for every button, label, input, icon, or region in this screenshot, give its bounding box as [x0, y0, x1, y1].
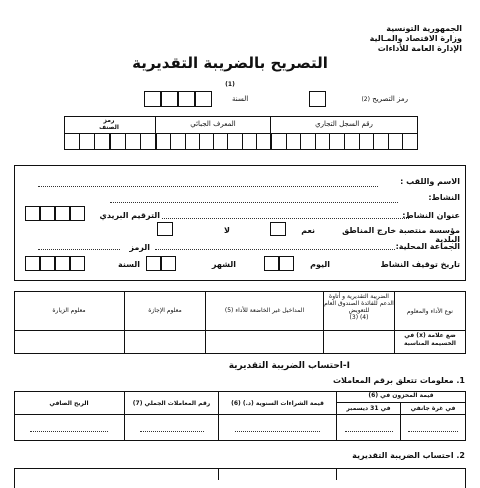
- row-mark-instruction: [395, 332, 465, 348]
- col-tax-estimated-l2: الدعم للفائدة الصندوق العام: [324, 300, 394, 307]
- code-note: (2): [361, 96, 370, 103]
- stop-month-label: الشهر: [211, 260, 236, 269]
- purchases-note2: (6): [231, 400, 241, 407]
- col-tax-estimated-l4: (4) (3): [349, 314, 369, 321]
- stock-header: [337, 392, 465, 399]
- col-category-code-l2: الصنف: [99, 124, 119, 131]
- purchases-text: قيمة الشراءات السنوية: [255, 400, 324, 407]
- name-field[interactable]: [38, 186, 378, 187]
- purchases-field[interactable]: [235, 431, 320, 432]
- calc-table-div: [336, 468, 337, 480]
- postal-box-3[interactable]: [55, 206, 70, 221]
- category-cell[interactable]: [79, 133, 95, 150]
- stop-year-box-1[interactable]: [25, 256, 40, 271]
- stock-dec-prefix: في: [380, 405, 391, 412]
- section-1-heading: I-احتساب الضريبة التقديرية: [228, 361, 350, 371]
- col-category-code: [84, 117, 134, 131]
- calc-table-div-2: [218, 468, 219, 480]
- header-directorate: الإدارة العامة للأداءات: [377, 44, 462, 53]
- year-box-3[interactable]: [178, 91, 195, 107]
- title-note: (1): [225, 81, 235, 88]
- zone-yes-label: نعم: [301, 226, 315, 235]
- category-cell[interactable]: [64, 133, 80, 150]
- category-cell[interactable]: [94, 133, 110, 150]
- category-cell[interactable]: [110, 133, 126, 150]
- stock-dec-num: 31: [370, 405, 379, 412]
- stop-day-box-1[interactable]: [264, 256, 279, 271]
- zone-no-label: لا: [224, 226, 230, 235]
- tax-table-div-4: [124, 291, 125, 354]
- turnover-div-3: [218, 391, 219, 441]
- col-tax-estimated-l1: الضريبة التقديرية و أتاوة: [329, 293, 389, 300]
- col-tax-estimated: [324, 293, 394, 321]
- zone-no-box[interactable]: [157, 222, 173, 236]
- stock-dec-suffix: ديسمبر: [346, 405, 369, 412]
- total-turnover: [125, 400, 218, 407]
- row-mark-l1: ضع علامة (x) في: [404, 332, 456, 339]
- header-republic: الجمهورية التونسية: [386, 24, 462, 33]
- register-cell[interactable]: [329, 133, 345, 150]
- stock-january: في غرة جانفي: [410, 405, 456, 412]
- register-cell[interactable]: [271, 133, 287, 150]
- zone-label: مؤسسة منتصبة خارج المناطق البلدية: [342, 226, 460, 244]
- category-cell[interactable]: [140, 133, 156, 150]
- page-title: [130, 54, 330, 90]
- calc-table: [14, 468, 466, 488]
- register-cell[interactable]: [402, 133, 418, 150]
- register-cell[interactable]: [388, 133, 404, 150]
- stop-month-box-2[interactable]: [161, 256, 176, 271]
- tax-table-div-3: [205, 291, 206, 354]
- stop-date-label: تاريخ توقيف النشاط: [380, 260, 460, 269]
- register-cell[interactable]: [300, 133, 316, 150]
- stock-jan-field[interactable]: [408, 431, 458, 432]
- declaration-code-box[interactable]: [309, 91, 326, 107]
- category-cell[interactable]: [125, 133, 141, 150]
- subsection-1-heading: [260, 376, 465, 385]
- col-non-taxable-income: [206, 307, 323, 314]
- year-label: السنة: [232, 95, 249, 103]
- declaration-code-label: [338, 95, 408, 103]
- postal-box-1[interactable]: [25, 206, 40, 221]
- stop-day-box-2[interactable]: [279, 256, 294, 271]
- col-category-code-l1: رمز: [103, 117, 115, 124]
- tax-id-cell[interactable]: [213, 133, 228, 150]
- activity-field[interactable]: [110, 202, 398, 203]
- turnover-div-4: [124, 391, 125, 441]
- annual-purchases: [219, 400, 336, 407]
- tax-id-cell[interactable]: [199, 133, 214, 150]
- section-1-number: I: [346, 361, 350, 371]
- symbol-field[interactable]: [38, 249, 120, 250]
- tax-id-cell[interactable]: [242, 133, 257, 150]
- col-visit-fee: معلوم الزيارة: [52, 307, 86, 314]
- sub-1-title: معلومات تتعلق برقم المعاملات: [333, 376, 454, 385]
- net-profit-field[interactable]: [30, 431, 108, 432]
- stop-year-box-3[interactable]: [55, 256, 70, 271]
- local-label: الجماعة المحلية:: [395, 242, 460, 251]
- header-ministry: وزارة الاقتصاد والمـالية: [369, 34, 462, 43]
- turnover-text: رقم المعاملات الجملي: [144, 400, 211, 407]
- postal-box-2[interactable]: [40, 206, 55, 221]
- sub-1-number: 1.: [456, 376, 465, 385]
- year-box-4[interactable]: [195, 91, 212, 107]
- stop-year-box-4[interactable]: [70, 256, 85, 271]
- tax-id-cell[interactable]: [170, 133, 185, 150]
- postal-box-4[interactable]: [70, 206, 85, 221]
- stock-december: [337, 405, 400, 412]
- subsection-2-heading: [260, 451, 465, 460]
- net-profit: الربح الصافي: [49, 400, 89, 407]
- purchases-note: (د.): [242, 400, 254, 407]
- zone-yes-box[interactable]: [270, 222, 286, 236]
- col-tax-type: نوع الأداء والمعلوم: [407, 308, 453, 315]
- col-commercial-register: رقم السجل التجاري: [315, 120, 373, 128]
- name-label: الاسم واللقب :: [400, 177, 460, 186]
- register-cell[interactable]: [373, 133, 389, 150]
- local-field[interactable]: [155, 249, 395, 250]
- address-field[interactable]: [162, 218, 409, 219]
- col-licence-fee: معلوم الإجازة: [148, 307, 182, 314]
- page-title-text: التصريح بالضريبة التقديرية: [132, 54, 328, 72]
- tax-table-row-divider: [14, 330, 466, 331]
- tax-id-cell[interactable]: [185, 133, 200, 150]
- register-cell[interactable]: [286, 133, 302, 150]
- register-cell[interactable]: [359, 133, 375, 150]
- symbol-label: الرمز: [129, 243, 150, 252]
- postal-label: الترقيم البريدي: [99, 211, 160, 220]
- stop-month-box-1[interactable]: [146, 256, 161, 271]
- turnover-note: (7): [132, 400, 143, 407]
- turnover-header-hline: [14, 414, 466, 415]
- stock-header-text: قيمة المخزون في: [380, 392, 434, 399]
- year-box-2[interactable]: [161, 91, 178, 107]
- tax-id-cell[interactable]: [256, 133, 271, 150]
- code-label-text: رمز التصريح: [372, 95, 408, 103]
- tax-id-cell[interactable]: [156, 133, 171, 150]
- stop-year-label: السنة: [117, 260, 140, 269]
- col-income-text: المداخيل غير الخاضعة للأداء: [235, 307, 305, 314]
- col-income-note: (5): [224, 307, 234, 314]
- col-tax-id: المعرف الجبائي: [190, 120, 236, 128]
- stop-day-label: اليوم: [310, 260, 330, 269]
- address-label: عنوان النشاط:: [402, 211, 460, 220]
- register-cell[interactable]: [315, 133, 331, 150]
- turnover-stock-hline: [336, 402, 466, 403]
- row-mark-l2: الخسيمة المناسبة: [404, 340, 456, 347]
- activity-label: النشاط:: [428, 193, 460, 202]
- year-box-1[interactable]: [144, 91, 161, 107]
- stock-note: (6): [368, 392, 379, 399]
- stock-dec-field[interactable]: [345, 431, 393, 432]
- register-cell[interactable]: [344, 133, 360, 150]
- col-tax-estimated-l3: للتعويض: [348, 307, 370, 314]
- tax-id-cell[interactable]: [227, 133, 242, 150]
- section-1-title: احتساب الضريبة التقديرية: [228, 361, 343, 371]
- stop-year-box-2[interactable]: [40, 256, 55, 271]
- sub-2-number: 2.: [456, 451, 465, 460]
- header-ministry-block: [312, 24, 462, 54]
- sub-2-title: احتساب الضريبة التقديرية: [352, 451, 454, 460]
- turnover-field[interactable]: [140, 431, 204, 432]
